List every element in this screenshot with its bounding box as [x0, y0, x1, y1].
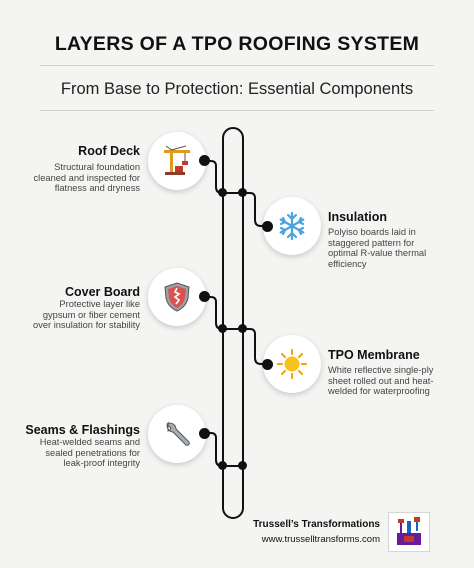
shield-icon	[162, 281, 192, 313]
insulation-title: Insulation	[328, 210, 388, 224]
seams-icon-circle	[148, 405, 206, 463]
seams-title: Seams & Flashings	[25, 423, 140, 437]
joint-dot	[218, 461, 227, 470]
cover-board-description: Protective layer like gypsum or fiber cement over insulation for stability	[33, 299, 140, 331]
wrench-icon	[162, 419, 192, 449]
joint-dot	[238, 188, 247, 197]
joint-dot	[218, 324, 227, 333]
roof-deck-icon-circle	[148, 132, 206, 190]
crane-icon	[160, 144, 194, 178]
roof-deck-title: Roof Deck	[78, 144, 140, 158]
seams-connector-dot	[199, 428, 210, 439]
outline-pipe	[223, 128, 243, 518]
tpo-membrane-title: TPO Membrane	[328, 348, 420, 362]
roof-deck-connector-dot	[199, 155, 210, 166]
cover-board-title: Cover Board	[64, 285, 140, 299]
joint-dot	[238, 324, 247, 333]
page-title: LAYERS OF A TPO ROOFING SYSTEM	[54, 33, 420, 55]
joint-dot	[238, 461, 247, 470]
snowflake-icon	[276, 210, 308, 242]
insulation-description: Polyiso boards laid in staggered pattern for optimal R-value thermal efficiency	[328, 227, 427, 269]
cover-board-connector-dot	[199, 291, 210, 302]
joint-dot	[218, 188, 227, 197]
brand-logo	[388, 512, 430, 552]
brand-url[interactable]: www.trusselltransforms.com	[261, 534, 380, 545]
brand-name: Trussell’s Transformations	[253, 519, 380, 530]
cover-board-icon-circle	[148, 268, 206, 326]
page-subtitle: From Base to Protection: Essential Components	[60, 80, 414, 98]
paint-tools-logo-icon	[389, 513, 429, 551]
tpo-membrane-connector-dot	[262, 359, 273, 370]
sun-icon	[276, 348, 308, 380]
seams-description: Heat-welded seams and sealed penetrations for leak-proof integrity	[39, 437, 140, 469]
insulation-connector-dot	[262, 221, 273, 232]
roof-deck-description: Structural foundation cleaned and inspected for flatness and dryness	[33, 162, 140, 194]
tpo-membrane-description: White reflective single-ply sheet rolled out and heat- welded for waterproofing	[328, 365, 434, 397]
